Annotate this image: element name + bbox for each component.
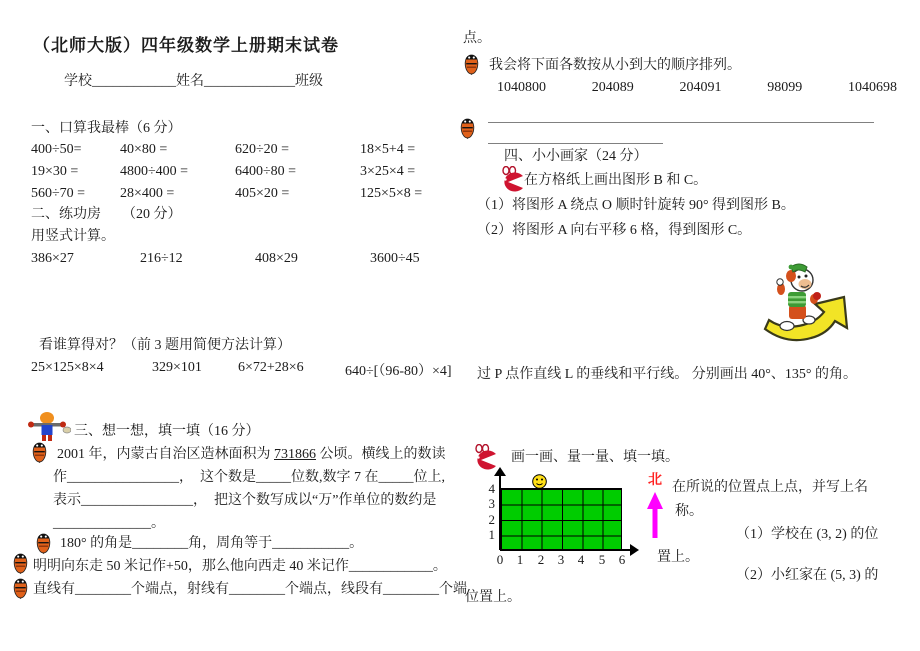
x-axis-tick-label: 1 — [516, 552, 524, 567]
question6-intro: 在方格纸上画出图形 B 和 C。 — [524, 173, 708, 188]
answer-blank-line — [488, 131, 663, 144]
oral-math-row — [31, 186, 461, 202]
question8-text-line2: 称。 — [675, 504, 703, 519]
math-expression: 3600÷45 — [370, 251, 420, 266]
math-expression: 40×80 = — [120, 142, 168, 157]
smart-calc-title: 看谁算得对？（前 3 题用简便方法计算） — [39, 338, 291, 353]
math-expression: 405×20 = — [235, 186, 290, 201]
coordinate-grid — [500, 488, 622, 550]
math-expression: 25×125×8×4 — [31, 360, 104, 375]
question3-direction: 明明向东走 50 米记作+50，那么他向西走 40 米记作____________。 — [33, 559, 447, 574]
question5-sort: 我会将下面各数按从小到大的顺序排列。 — [489, 58, 741, 73]
question7-perpendicular: 过 P 点作直线 L 的垂线和平行线。 分别画出 40°、135° 的角。 — [477, 367, 857, 382]
cartoon-kid-icon — [27, 411, 71, 443]
math-expression: 216÷12 — [140, 251, 183, 266]
question1-text: 公顷。横线上的数读 — [316, 447, 446, 462]
red-pacman-face-icon — [495, 166, 525, 192]
x-axis-tick-label: 6 — [618, 552, 626, 567]
yellow-smiley-icon — [532, 474, 547, 489]
question1-line2: 作________________， 这个数是_____位数,数字 7 在_____位上, — [53, 470, 445, 485]
oral-math-row — [31, 142, 461, 158]
question8-item1: （1）学校在 (3, 2) 的位 — [736, 527, 879, 542]
sort-number: 98099 — [767, 80, 803, 95]
question1-line3: 表示________________， 把这个数写成以“万”作单位的数约是 — [53, 493, 437, 508]
x-axis-arrowhead — [630, 544, 639, 556]
y-axis-tick-label: 3 — [488, 496, 495, 511]
math-expression: 6400÷80 = — [235, 164, 297, 179]
math-expression: 3×25×4 = — [360, 164, 416, 179]
question8-text-line1: 在所说的位置点上点，并写上名 — [672, 480, 868, 495]
question8-item2-cont: 位置上。 — [465, 590, 521, 605]
math-expression: 560÷70 = — [31, 186, 86, 201]
ladybug-icon — [32, 442, 47, 463]
sort-number: 204089 — [591, 80, 634, 95]
monkey-on-arrow-icon — [757, 263, 859, 355]
math-expression: 400÷50= — [31, 142, 82, 157]
x-axis-tick-label: 5 — [598, 552, 606, 567]
question4-continuation: 点。 — [463, 31, 491, 46]
north-label: 北 — [648, 473, 662, 488]
oral-math-row — [31, 164, 461, 180]
ladybug-icon — [13, 578, 28, 599]
y-axis-tick-label: 1 — [488, 527, 495, 542]
math-expression: 620÷20 = — [235, 142, 290, 157]
question4-lines: 直线有________个端点，射线有________个端点，线段有________个端 — [33, 582, 467, 597]
section2-title: 二、练功房 （20 分） — [31, 207, 182, 222]
question2-angle: 180° 的角是________角，周角等于___________。 — [60, 536, 364, 551]
vertical-calc-row — [31, 251, 461, 267]
math-expression: 408×29 — [255, 251, 298, 266]
math-expression: 125×5×8 = — [360, 186, 423, 201]
question6-item1: （1）将图形 A 绕点 O 顺时针旋转 90° 得到图形 B。 — [477, 198, 795, 213]
x-axis-tick-label: 0 — [496, 552, 504, 567]
question1-text: 2001 年，内蒙古自治区造林面积为 — [57, 447, 274, 462]
math-expression: 19×30 = — [31, 164, 79, 179]
math-expression: 386×27 — [31, 251, 74, 266]
section4-title: 四、小小画家（24 分） — [504, 149, 648, 164]
math-expression: 18×5+4 = — [360, 142, 416, 157]
section2-subtitle: 用竖式计算。 — [31, 229, 115, 244]
x-axis-tick-label: 3 — [557, 552, 565, 567]
ladybug-icon — [464, 54, 479, 75]
ladybug-icon — [13, 553, 28, 574]
school-name-class-line: 学校____________姓名_____________班级 — [64, 74, 323, 89]
math-expression: 28×400 = — [120, 186, 175, 201]
underlined-number: 731866 — [274, 447, 316, 462]
number-list-row — [497, 80, 897, 97]
ladybug-icon — [460, 118, 475, 139]
ladybug-icon — [36, 533, 51, 554]
smart-calc-row — [31, 360, 471, 380]
page-title: （北师大版）四年级数学上册期末试卷 — [33, 36, 339, 55]
question8-intro: 画一画、量一量、填一填。 — [511, 450, 679, 465]
math-expression: 640÷[（96-80）×4] — [345, 364, 452, 379]
math-expression: 6×72+28×6 — [238, 360, 304, 375]
math-expression: 329×101 — [152, 360, 202, 375]
section3-title: 三、想一想，填一填（16 分） — [74, 424, 260, 439]
question1-line1 — [57, 447, 446, 464]
math-expression: 4800÷400 = — [120, 164, 189, 179]
question6-item2: （2）将图形 A 向右平移 6 格，得到图形 C。 — [477, 223, 752, 238]
question8-item1-cont: 置上。 — [657, 550, 699, 565]
north-arrow-icon — [646, 492, 664, 538]
question1-line4: ______________。 — [53, 516, 165, 531]
sort-number: 1040800 — [497, 80, 546, 95]
section1-title: 一、口算我最棒（6 分） — [31, 121, 182, 136]
question8-item2: （2）小红家在 (5, 3) 的 — [736, 568, 879, 583]
y-axis-tick-label: 2 — [488, 512, 495, 527]
x-axis-tick-label: 4 — [577, 552, 585, 567]
sort-number: 1040698 — [848, 80, 897, 95]
sort-number: 204091 — [679, 80, 722, 95]
y-axis-tick-label: 4 — [488, 481, 495, 496]
x-axis-tick-label: 2 — [537, 552, 545, 567]
x-axis-line — [500, 549, 632, 551]
answer-blank-line — [488, 110, 874, 123]
